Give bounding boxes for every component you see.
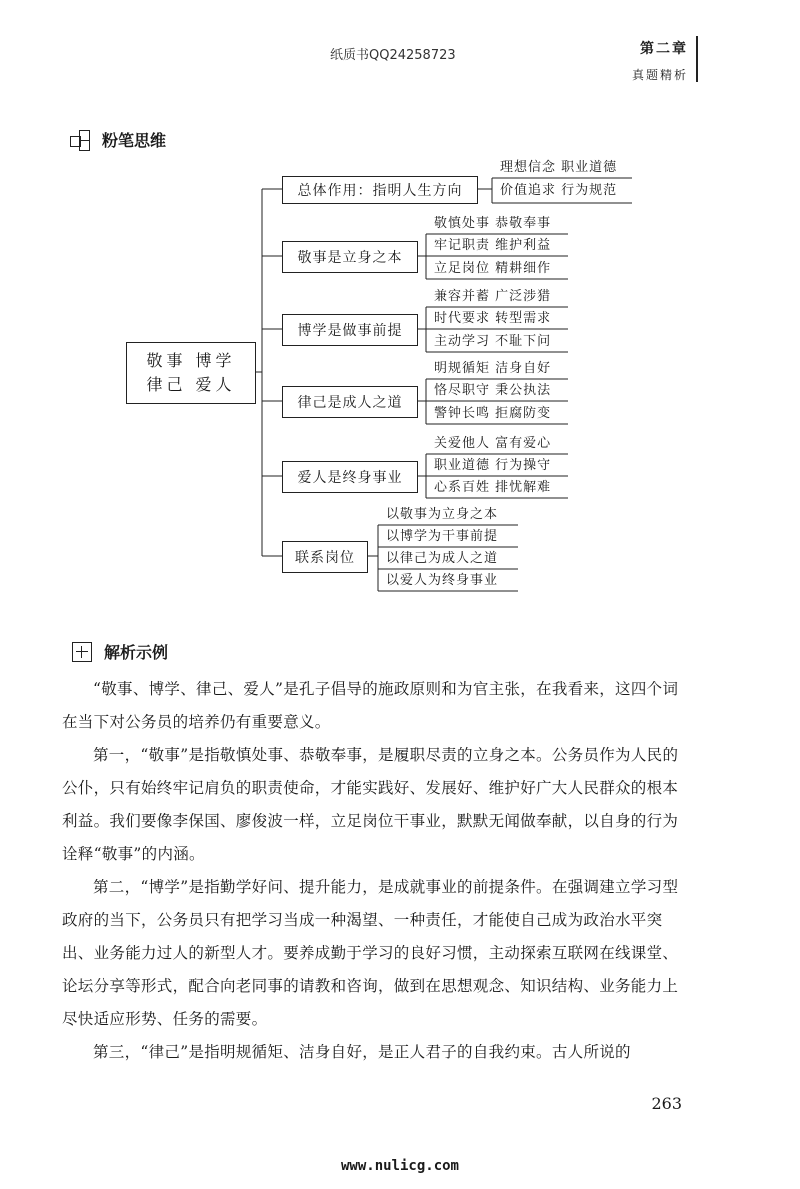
page-number: 263 xyxy=(651,1094,682,1113)
leaf: 牢记职责 维护利益 xyxy=(434,238,552,253)
leaf: 恪尽职守 秉公执法 xyxy=(434,383,552,398)
branch-overall-role: 总体作用：指明人生方向 xyxy=(282,176,478,204)
leaf: 价值追求 行为规范 xyxy=(500,183,618,198)
chapter-subtitle: 真题精析 xyxy=(631,68,688,82)
mindmap-root xyxy=(126,342,256,404)
leaf: 关爱他人 富有爱心 xyxy=(434,436,552,451)
branch-link-post: 联系岗位 xyxy=(282,541,368,573)
paragraph-intro: “敬事、博学、律己、爱人”是孔子倡导的施政原则和为官主张，在我看来，这四个词在当下对公务员的培养仍有重要意义。 xyxy=(62,680,679,731)
paragraph-boxue: 第二，“博学”是指勤学好问、提升能力，是成就事业的前提条件。在强调建立学习型政府的当下，公务员只有把学习当成一种渴望、一种责任，才能使自己成为政治水平突出、业务能力过人的新型人才。要养成勤于学习的良好习惯，主动探索互联网在线课堂、论坛分享等形式，配合向老同事的请教和咨询，做到在思想观念、知识结构、业务能力上尽快适应形势、任务的需要。 xyxy=(62,878,679,1028)
analysis-section-label: 解析示例 xyxy=(104,643,169,662)
leaf: 理想信念 职业道德 xyxy=(500,160,618,175)
leaf: 心系百姓 排忧解难 xyxy=(434,480,552,495)
root-line-2: 律己 爱人 xyxy=(146,375,236,394)
root-line-1: 敬事 博学 xyxy=(146,351,236,370)
chapter-title: 第二章 xyxy=(640,41,688,57)
branch-luji: 律己是成人之道 xyxy=(282,386,418,418)
leaf: 时代要求 转型需求 xyxy=(434,311,552,326)
leaf: 以爱人为终身事业 xyxy=(386,573,499,588)
leaf: 职业道德 行为操守 xyxy=(434,458,552,473)
branch-boxue: 博学是做事前提 xyxy=(282,314,418,346)
mindmap-section-label: 粉笔思维 xyxy=(102,131,167,150)
leaf: 以博学为干事前提 xyxy=(386,529,499,544)
leaf: 兼容并蓄 广泛涉猎 xyxy=(434,289,552,304)
leaf: 敬慎处事 恭敬奉事 xyxy=(434,216,552,231)
leaf: 明规循矩 洁身自好 xyxy=(434,361,552,376)
branch-jingshi: 敬事是立身之本 xyxy=(282,241,418,273)
analysis-section-title xyxy=(72,640,168,663)
leaf: 以律己为成人之道 xyxy=(386,551,499,566)
paragraph-luji: 第三，“律己”是指明规循矩、洁身自好，是正人君子的自我约束。古人所说的 xyxy=(93,1043,631,1061)
branch-airen: 爱人是终身事业 xyxy=(282,461,418,493)
leaf: 立足岗位 精耕细作 xyxy=(434,261,552,276)
leaf: 警钟长鸣 拒腐防变 xyxy=(434,406,552,421)
paragraph-jingshi: 第一，“敬事”是指敬慎处事、恭敬奉事，是履职尽责的立身之本。公务员作为人民的公仆，只有始终牢记肩负的职责使命，才能实践好、发展好、维护好广大人民群众的根本利益。我们要像李保国、廖俊波一样，立足岗位干事业，默默无闻做奉献，以自身的行为诠释“敬事”的内涵。 xyxy=(62,746,679,863)
grid-box-icon xyxy=(72,642,92,662)
header-watermark-text: 纸质书QQ24258723 xyxy=(330,48,456,63)
leaf: 主动学习 不耻下问 xyxy=(434,334,552,349)
footer-url: www.nulicg.com xyxy=(340,1158,459,1174)
leaf: 以敬事为立身之本 xyxy=(386,507,499,522)
